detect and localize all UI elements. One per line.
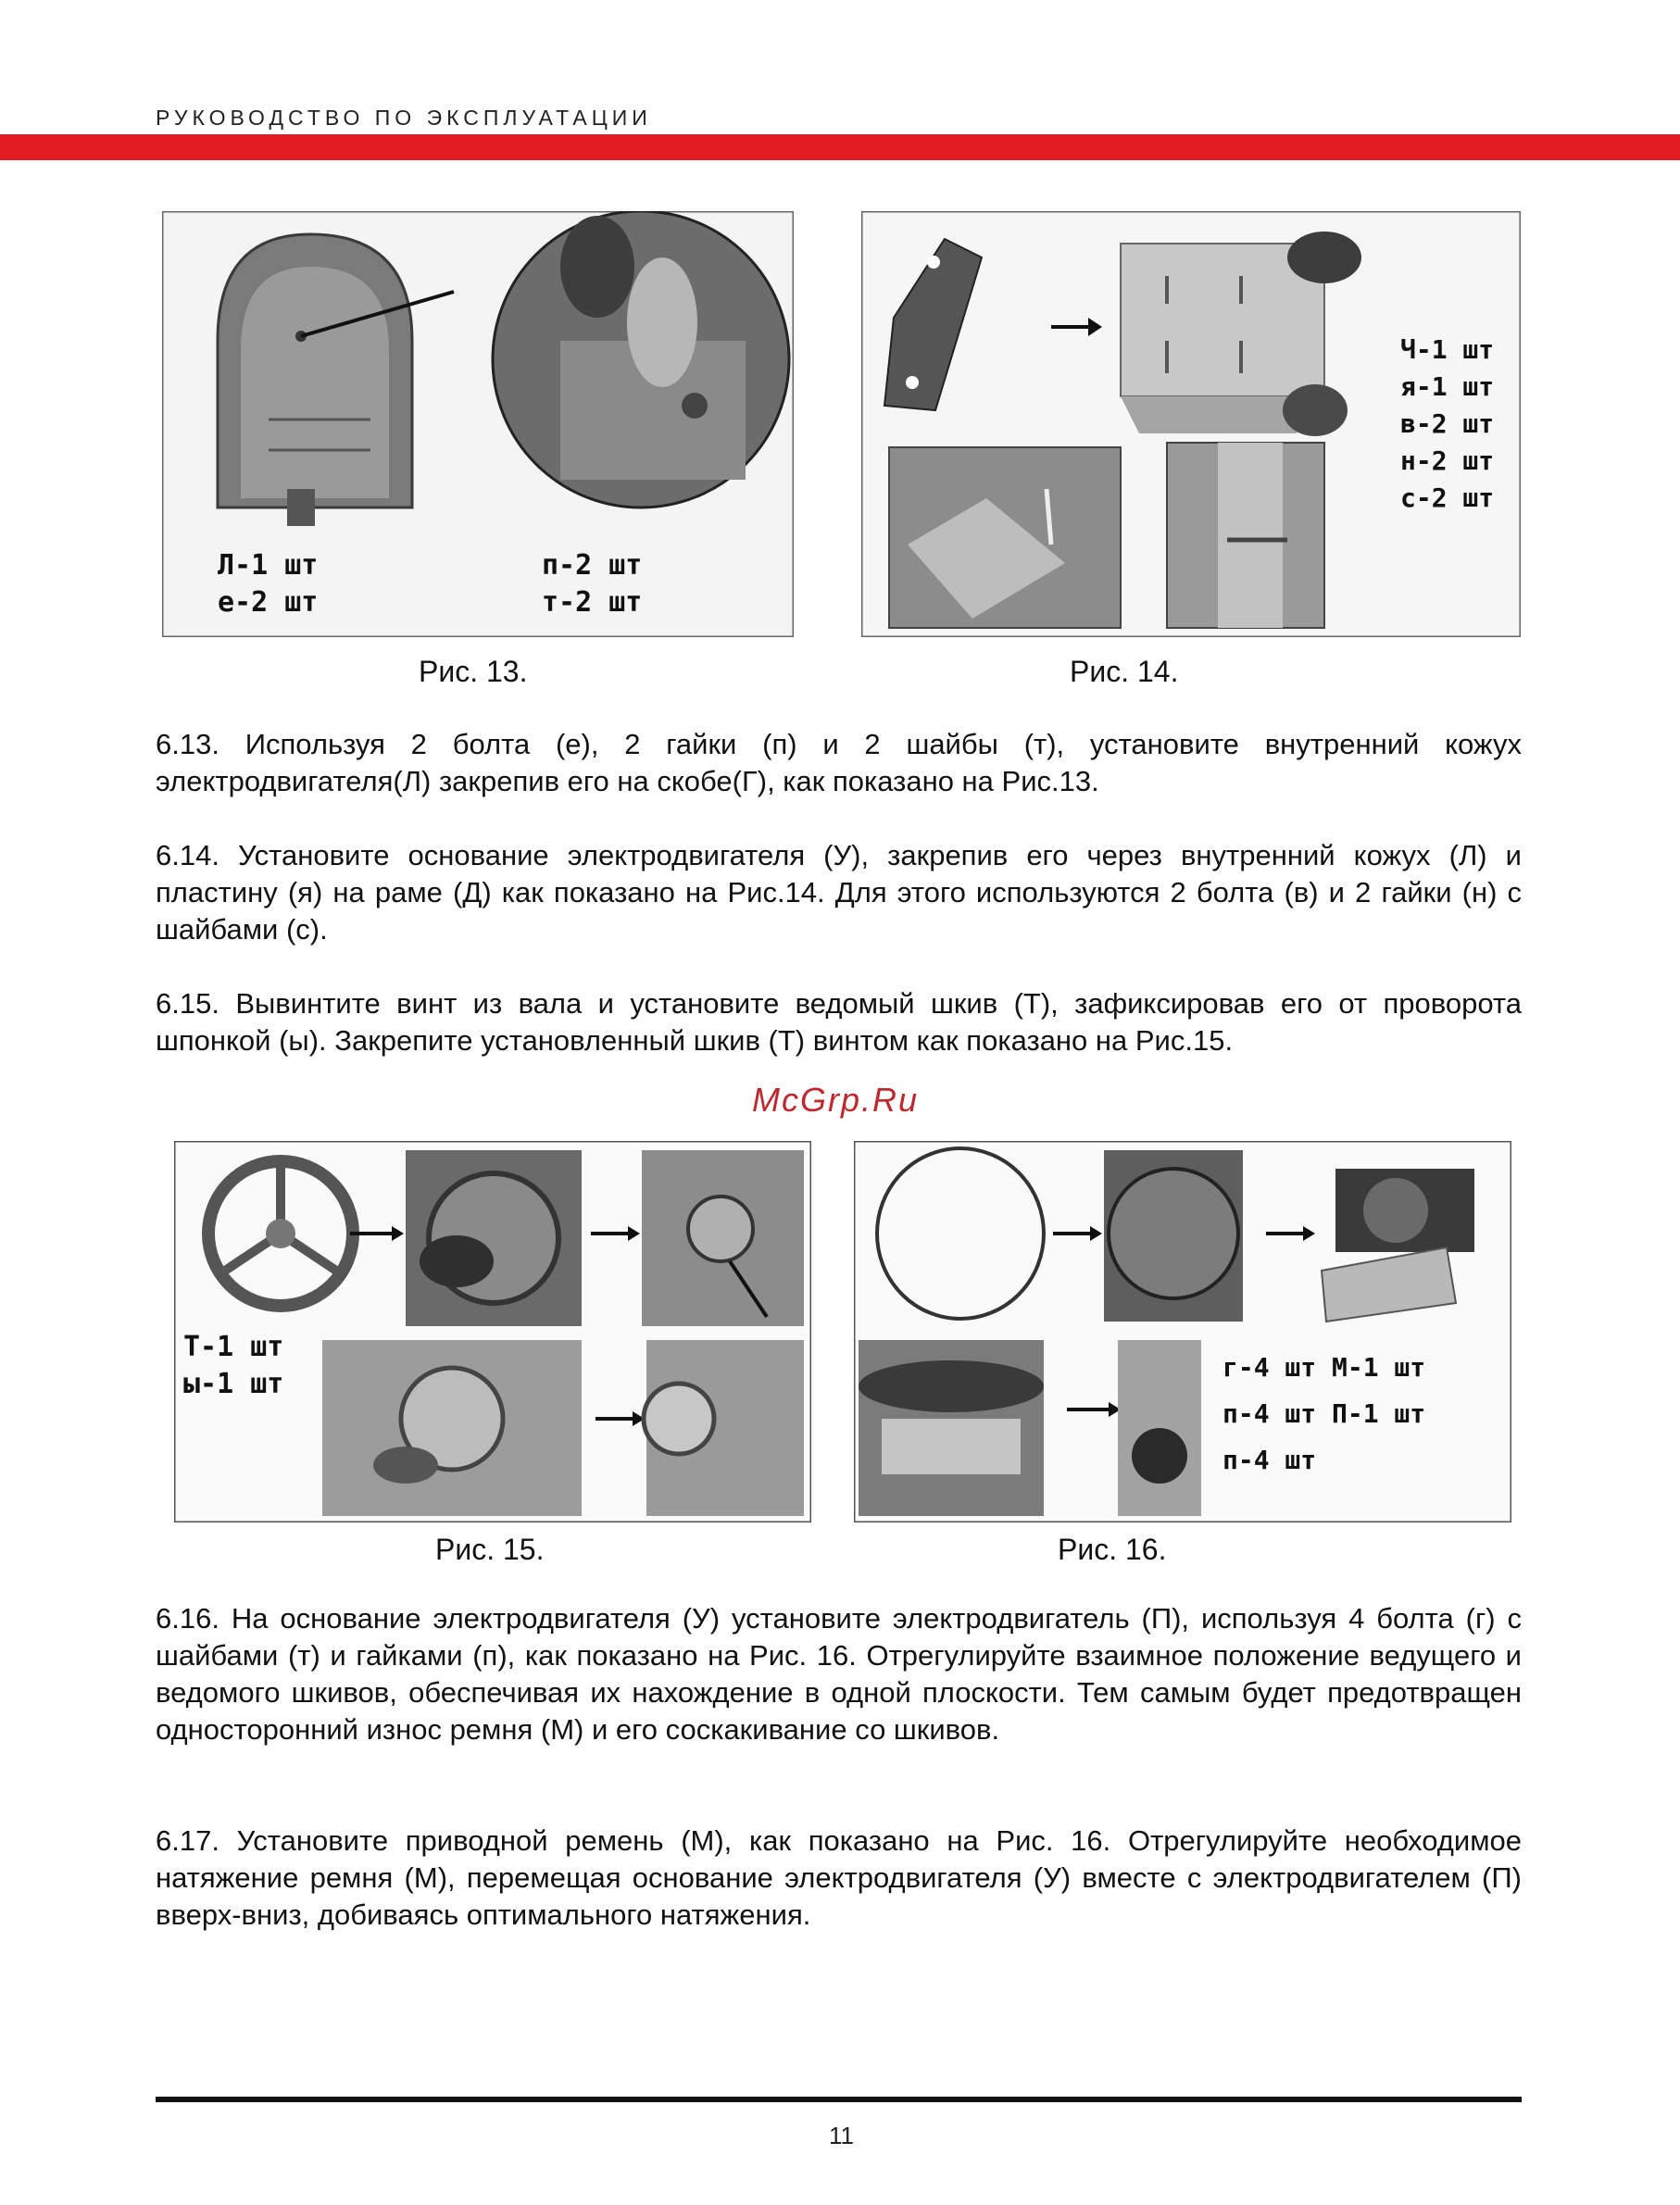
figure-14-label-4: н-2 шт — [1400, 445, 1495, 476]
figure-16-label-2: п-4 шт П-1 шт — [1222, 1398, 1426, 1429]
paragraph-6-13: 6.13. Используя 2 болта (е), 2 гайки (п) и 2 шайбы (т), установите внутренний кожух электродвигателя(Л) закрепив его на скобе(Г), как показано на Рис.13. — [156, 728, 1522, 797]
figure-14 — [861, 211, 1521, 637]
watermark: McGrp.Ru — [752, 1081, 920, 1119]
figure-13-label-1: Л-1 шт — [218, 549, 319, 582]
figure-13-label-4: т-2 шт — [542, 586, 643, 619]
paragraph-6-17: 6.17. Установите приводной ремень (М), как показано на Рис. 16. Отрегулируйте необходимое натяжение ремня (М), перемещая основание электродвигателя (У) вместе с электродвигателем (П) вверх-вниз, добиваясь оптимального натяжения. — [156, 1824, 1522, 1931]
figure-16-caption: Рис. 16. — [1058, 1533, 1167, 1566]
page-number: 11 — [829, 2122, 854, 2149]
figure-13 — [162, 211, 794, 637]
figure-15-caption: Рис. 15. — [435, 1533, 545, 1566]
figure-14-caption: Рис. 14. — [1070, 655, 1179, 688]
figure-15-label-2: ы-1 шт — [183, 1368, 284, 1400]
header-title: РУКОВОДСТВО ПО ЭКСПЛУАТАЦИИ — [156, 106, 652, 130]
figure-14-label-2: я-1 шт — [1400, 371, 1495, 402]
figure-15 — [174, 1141, 811, 1522]
figure-13-caption: Рис. 13. — [419, 655, 528, 688]
figure-16-label-1: г-4 шт М-1 шт — [1222, 1352, 1426, 1383]
figure-14-label-5: с-2 шт — [1400, 482, 1495, 513]
paragraph-6-15: 6.15. Вывинтите винт из вала и установите ведомый шкив (Т), зафиксировав его от проворота шпонкой (ы). Закрепите установленный шкив (Т) винтом как показано на Рис.15. — [156, 987, 1522, 1057]
paragraph-6-16: 6.16. На основание электродвигателя (У) установите электродвигатель (П), используя 4 болта (г) с шайбами (т) и гайками (п), как показано на Рис. 16. Отрегулируйте взаимное положение ведущего и ведомого шкивов, обеспечивая их нахождение в одной плоскости. Тем самым будет предотвращен односторонний износ ремня (М) и его соскакивание со шкивов. — [156, 1602, 1522, 1746]
figure-14-label-1: Ч-1 шт — [1400, 334, 1495, 365]
figure-14-label-3: в-2 шт — [1400, 408, 1495, 439]
figure-16-illustration — [854, 1141, 1511, 1522]
figure-13-label-2: е-2 шт — [218, 586, 319, 619]
figure-15-label-1: Т-1 шт — [183, 1331, 284, 1363]
footer-divider — [156, 2097, 1522, 2102]
header-red-bar — [0, 134, 1680, 160]
figure-13-label-3: п-2 шт — [542, 549, 643, 582]
paragraph-6-14: 6.14. Установите основание электродвигателя (У), закрепив его через внутренний кожух (Л) и пластину (я) на раме (Д) как показано на Рис.14. Для этого используются 2 болта (в) и 2 гайки (н) с шайбами (с). — [156, 839, 1522, 946]
figure-16-label-3: п-4 шт — [1222, 1445, 1317, 1475]
figure-16 — [854, 1141, 1511, 1522]
